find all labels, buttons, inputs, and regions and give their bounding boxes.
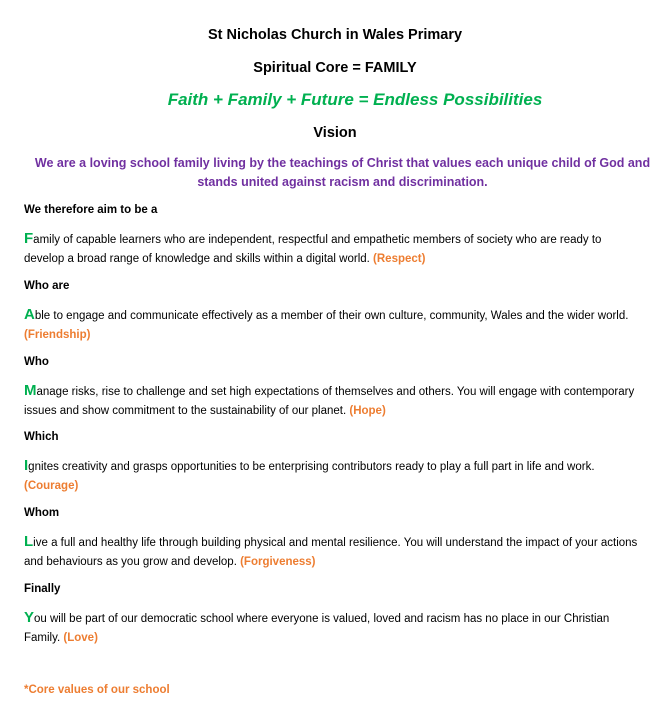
- item-text: ble to engage and communicate effectively as a member of their own culture, community, Wales and the wider world.: [34, 310, 629, 322]
- connector-label: Which: [24, 431, 59, 443]
- initial-letter: A: [24, 306, 35, 323]
- initial-letter: L: [24, 533, 34, 550]
- spiritual-core: Spiritual Core = FAMILY: [253, 60, 417, 76]
- item-text: gnites creativity and grasps opportunities to be enterprising contributors ready to play a full part in life and work.: [28, 461, 595, 473]
- connector-label: Finally: [24, 583, 61, 595]
- core-value: (Friendship): [24, 329, 91, 341]
- initial-letter: Y: [24, 609, 35, 626]
- initial-letter: I: [24, 457, 29, 474]
- initial-letter: F: [24, 230, 34, 247]
- item-text: ou will be part of our democratic school where everyone is valued, loved and racism has no place in our Christian Family.: [24, 613, 610, 644]
- item-text: anage risks, rise to challenge and set high expectations of themselves and others. You will engage with contemporary issues and show commitment to the sustainability of our planet.: [24, 386, 635, 417]
- core-value: (Hope): [349, 405, 386, 417]
- item-manage: [24, 381, 639, 421]
- item-live: [24, 532, 639, 572]
- core-value: (Love): [63, 632, 98, 644]
- core-value: (Forgiveness): [240, 556, 316, 568]
- item-able: [24, 305, 639, 345]
- item-you: [24, 608, 639, 648]
- connector-label: Who are: [24, 280, 70, 292]
- item-ignites: [24, 456, 639, 496]
- vision-statement: We are a loving school family living by the teachings of Christ that values each unique child of God and stands united against racism and discrimination.: [34, 156, 651, 189]
- initial-letter: M: [24, 382, 37, 399]
- vision-heading: Vision: [313, 125, 357, 141]
- motto: Faith + Family + Future = Endless Possibilities: [167, 90, 543, 109]
- item-text: ive a full and healthy life through building physical and mental resilience. You will understand the impact of your actions and behaviours as you grow and develop.: [24, 537, 638, 568]
- intro-label: We therefore aim to be a: [24, 204, 158, 216]
- item-family: [24, 229, 639, 269]
- core-values-footnote: *Core values of our school: [24, 684, 170, 696]
- school-title: St Nicholas Church in Wales Primary: [207, 27, 463, 43]
- connector-label: Who: [24, 356, 49, 368]
- core-value: (Respect): [373, 253, 426, 265]
- core-value: (Courage): [24, 480, 79, 492]
- item-text: amily of capable learners who are independent, respectful and empathetic members of society who are ready to develop a broad range of knowledge and skills within a digital world.: [24, 234, 602, 265]
- connector-label: Whom: [24, 507, 60, 519]
